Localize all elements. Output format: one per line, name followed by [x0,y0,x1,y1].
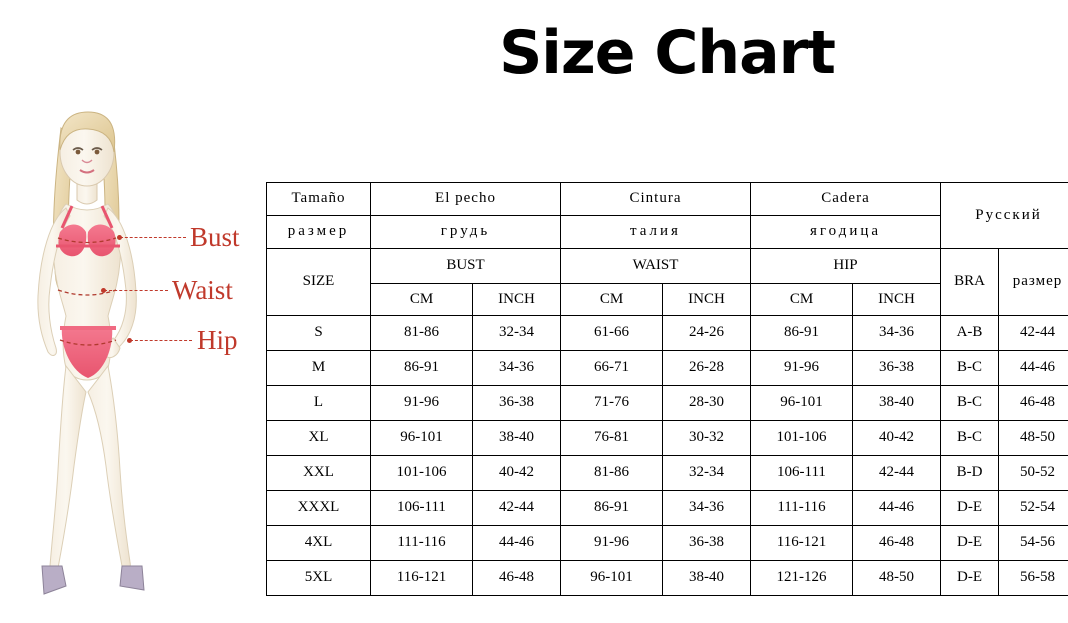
header-size-es: Tamaño [267,183,371,216]
cell-waist-cm: 96-101 [561,561,663,596]
header-bust-cm: CM [371,284,473,316]
cell-bust-inch: 46-48 [473,561,561,596]
cell-waist-cm: 91-96 [561,526,663,561]
cell-hip-cm: 96-101 [751,386,853,421]
cell-waist-inch: 32-34 [663,456,751,491]
header-bust-inch: INCH [473,284,561,316]
cell-rus-size: 46-48 [999,386,1068,421]
table-row [267,351,1068,386]
cell-waist-inch: 24-26 [663,316,751,351]
cell-bust-inch: 34-36 [473,351,561,386]
cell-waist-cm: 71-76 [561,386,663,421]
header-size-ru: размер [267,216,371,249]
header-bra: BRA [941,249,999,316]
size-chart-table [266,182,1068,596]
cell-hip-inch: 34-36 [853,316,941,351]
table-row [267,491,1068,526]
cell-size: S [267,316,371,351]
header-hip-en: HIP [751,249,941,284]
header-hip-cm: CM [751,284,853,316]
cell-bust-inch: 44-46 [473,526,561,561]
header-waist-cm: CM [561,284,663,316]
header-waist-inch: INCH [663,284,751,316]
cell-bra: B-D [941,456,999,491]
page-title: Size Chart [266,18,1068,88]
cell-bust-cm: 116-121 [371,561,473,596]
table-header-english [267,249,1068,284]
cell-bra: B-C [941,421,999,456]
table-header-spanish [267,183,1068,216]
header-bust-ru: грудь [371,216,561,249]
hip-marker-dot [127,338,132,343]
cell-size: XXXL [267,491,371,526]
cell-bust-inch: 38-40 [473,421,561,456]
cell-bust-inch: 40-42 [473,456,561,491]
bust-marker-dot [117,235,122,240]
cell-rus-size: 50-52 [999,456,1068,491]
cell-size: XXL [267,456,371,491]
cell-waist-inch: 30-32 [663,421,751,456]
header-hip-es: Cadera [751,183,941,216]
cell-bust-inch: 32-34 [473,316,561,351]
cell-waist-cm: 81-86 [561,456,663,491]
female-body-illustration [0,0,266,618]
cell-bra: B-C [941,351,999,386]
cell-hip-cm: 116-121 [751,526,853,561]
table-row [267,386,1068,421]
waist-leader-line [104,290,168,291]
cell-hip-inch: 38-40 [853,386,941,421]
cell-hip-cm: 101-106 [751,421,853,456]
header-waist-en: WAIST [561,249,751,284]
illustration-panel [0,0,266,618]
header-hip-inch: INCH [853,284,941,316]
cell-hip-inch: 46-48 [853,526,941,561]
cell-bra: D-E [941,491,999,526]
cell-hip-inch: 40-42 [853,421,941,456]
content-panel [266,0,1068,618]
cell-bust-inch: 36-38 [473,386,561,421]
cell-waist-cm: 86-91 [561,491,663,526]
cell-bra: D-E [941,526,999,561]
hip-leader-line [130,340,192,341]
header-bust-es: El pecho [371,183,561,216]
cell-rus-size: 44-46 [999,351,1068,386]
cell-rus-size: 48-50 [999,421,1068,456]
header-russian-corner: Русский [941,183,1068,249]
cell-bra: A-B [941,316,999,351]
cell-waist-cm: 61-66 [561,316,663,351]
bust-label: Bust [190,222,240,253]
bust-leader-line [120,237,186,238]
table-row [267,316,1068,351]
table-row [267,421,1068,456]
cell-hip-cm: 91-96 [751,351,853,386]
cell-waist-inch: 28-30 [663,386,751,421]
cell-bra: D-E [941,561,999,596]
header-bust-en: BUST [371,249,561,284]
cell-rus-size: 54-56 [999,526,1068,561]
header-waist-ru: талия [561,216,751,249]
cell-hip-inch: 48-50 [853,561,941,596]
cell-rus-size: 42-44 [999,316,1068,351]
cell-hip-cm: 111-116 [751,491,853,526]
cell-hip-inch: 42-44 [853,456,941,491]
header-russian-size: размер [999,249,1068,316]
cell-bust-inch: 42-44 [473,491,561,526]
cell-bra: B-C [941,386,999,421]
cell-waist-inch: 26-28 [663,351,751,386]
cell-size: M [267,351,371,386]
header-size-en: SIZE [267,249,371,316]
header-hip-ru: ягодица [751,216,941,249]
cell-hip-cm: 106-111 [751,456,853,491]
header-waist-es: Cintura [561,183,751,216]
table-row [267,456,1068,491]
cell-waist-inch: 34-36 [663,491,751,526]
cell-waist-inch: 38-40 [663,561,751,596]
cell-hip-cm: 86-91 [751,316,853,351]
cell-size: L [267,386,371,421]
waist-label: Waist [172,275,233,306]
cell-hip-inch: 44-46 [853,491,941,526]
cell-bust-cm: 101-106 [371,456,473,491]
cell-rus-size: 52-54 [999,491,1068,526]
hip-label: Hip [197,325,238,356]
cell-size: XL [267,421,371,456]
cell-bust-cm: 86-91 [371,351,473,386]
cell-waist-cm: 66-71 [561,351,663,386]
cell-bust-cm: 81-86 [371,316,473,351]
cell-size: 5XL [267,561,371,596]
cell-waist-inch: 36-38 [663,526,751,561]
cell-rus-size: 56-58 [999,561,1068,596]
cell-waist-cm: 76-81 [561,421,663,456]
cell-size: 4XL [267,526,371,561]
cell-hip-inch: 36-38 [853,351,941,386]
cell-bust-cm: 106-111 [371,491,473,526]
waist-marker-dot [101,288,106,293]
cell-bust-cm: 96-101 [371,421,473,456]
size-chart-table-container [266,182,1068,596]
cell-bust-cm: 111-116 [371,526,473,561]
cell-bust-cm: 91-96 [371,386,473,421]
cell-hip-cm: 121-126 [751,561,853,596]
table-row [267,526,1068,561]
table-row [267,561,1068,596]
